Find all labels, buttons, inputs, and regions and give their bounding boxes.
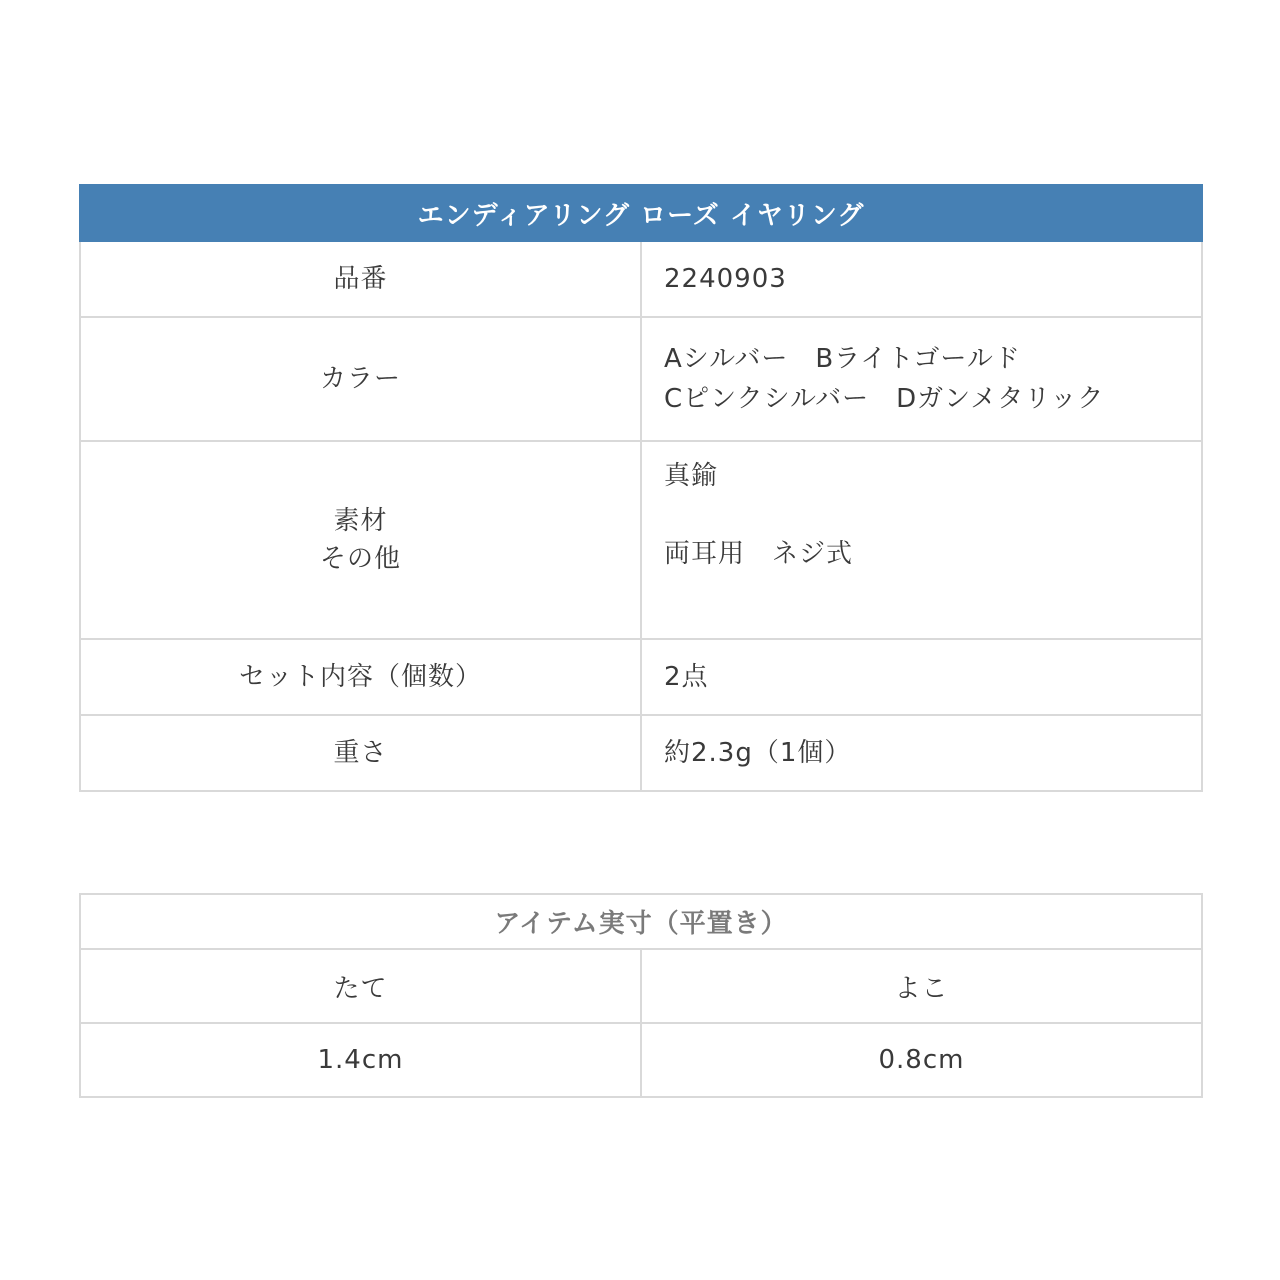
spec-value-set: 2点: [641, 639, 1202, 715]
spec-label-material: [80, 441, 641, 639]
spec-value-material: [641, 441, 1202, 639]
material-value-line-2: 両耳用 ネジ式: [664, 539, 854, 569]
size-header-height: たて: [80, 949, 641, 1023]
spec-row-color: [80, 317, 1202, 441]
spec-row-hinban: [80, 241, 1202, 317]
size-value-height: 1.4cm: [80, 1023, 641, 1097]
color-options-line-1: Aシルバー Bライトゴールド: [664, 344, 1021, 374]
product-title: エンディアリング ローズ イヤリング: [80, 185, 1202, 241]
size-header-row: [80, 949, 1202, 1023]
size-value-width: 0.8cm: [641, 1023, 1202, 1097]
color-options-line-2: Cピンクシルバー Dガンメタリック: [664, 384, 1105, 414]
spec-row-material: [80, 441, 1202, 639]
spec-label-weight: 重さ: [80, 715, 641, 791]
spec-label-hinban: 品番: [80, 241, 641, 317]
spec-value-color: [641, 317, 1202, 441]
size-header-width: よこ: [641, 949, 1202, 1023]
spec-value-weight: 約2.3g（1個）: [641, 715, 1202, 791]
spec-row-weight: [80, 715, 1202, 791]
spec-row-set: [80, 639, 1202, 715]
product-spec-table: [79, 184, 1203, 792]
material-label-line-1: 素材: [333, 506, 388, 536]
material-value-line-1: 真鍮: [664, 461, 719, 491]
material-label-line-2: その他: [319, 544, 401, 574]
spec-label-set: セット内容（個数）: [80, 639, 641, 715]
size-table: [79, 893, 1203, 1098]
spec-value-hinban: 2240903: [641, 241, 1202, 317]
size-value-row: [80, 1023, 1202, 1097]
spec-label-color: カラー: [80, 317, 641, 441]
size-title: アイテム実寸（平置き）: [80, 894, 1202, 949]
